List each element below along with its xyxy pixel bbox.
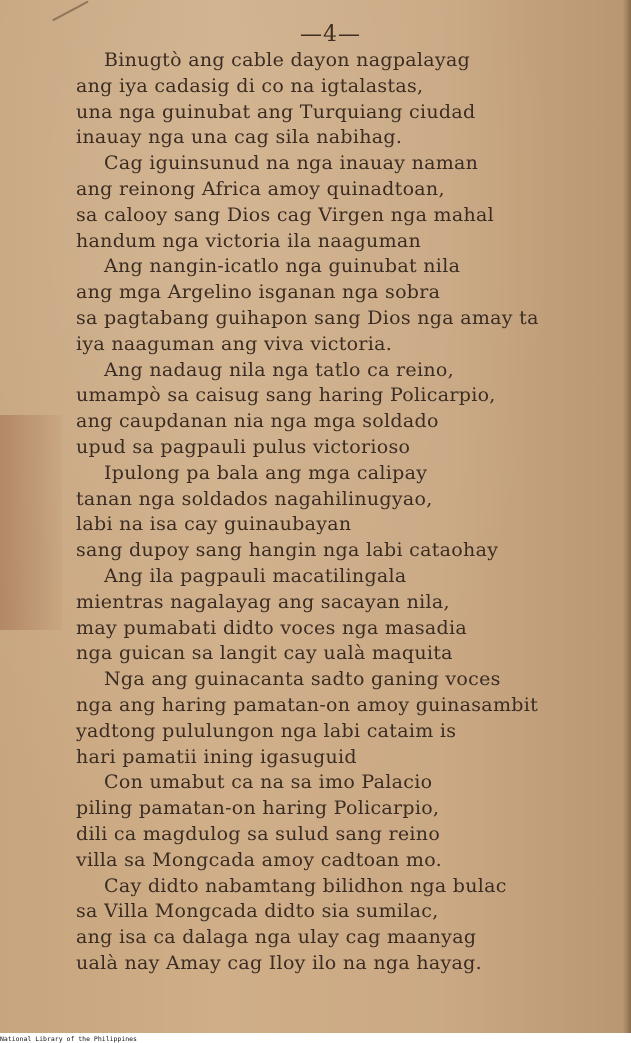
- poem-line: yadtong pululungon nga labi cataim is: [76, 719, 457, 742]
- poem-text: [76, 48, 606, 977]
- poem-line: Ang nangin-icatlo nga guinubat nila: [104, 255, 461, 278]
- poem-line: Ang nadaug nila nga tatlo ca reino,: [104, 358, 454, 381]
- poem-line: Nga ang guinacanta sadto ganing voces: [104, 668, 501, 691]
- poem-line: sa Villa Mongcada didto sia sumilac,: [76, 900, 439, 923]
- poem-line: sa pagtabang guihapon sang Dios nga amay ta: [76, 306, 539, 329]
- poem-line: ang isa ca dalaga nga ulay cag maanyag: [76, 926, 477, 949]
- poem-line: ualà nay Amay cag Iloy ilo na nga hayag.: [76, 951, 482, 974]
- poem-line: piling pamatan-on haring Policarpio,: [76, 797, 440, 820]
- poem-line: Ang ila pagpauli macatilingala: [104, 564, 407, 587]
- poem-line: iya naaguman ang viva victoria.: [76, 332, 393, 355]
- page-number: —4—: [300, 22, 361, 47]
- poem-line: Binugtò ang cable dayon nagpalayag: [104, 49, 471, 71]
- poem-line: tanan nga soldados nagahilinugyao,: [76, 487, 433, 510]
- poem-line: Ipulong pa bala ang mga calipay: [104, 461, 428, 484]
- poem-line: ang mga Argelino isganan nga sobra: [76, 281, 441, 304]
- paper-stain: [0, 415, 62, 630]
- poem-line: labi na isa cay guinaubayan: [76, 513, 352, 536]
- poem-line: nga guican sa langit cay ualà maquita: [76, 642, 453, 665]
- poem-line: Cag iguinsunud na nga inauay naman: [104, 152, 479, 175]
- poem-line: ang caupdanan nia nga mga soldado: [76, 410, 439, 433]
- poem-line: villa sa Mongcada amoy cadtoan mo.: [76, 848, 442, 871]
- library-credit: National Library of the Philippines: [0, 1035, 137, 1043]
- corner-mark: [42, 0, 89, 21]
- poem-line: inauay nga una cag sila nabihag.: [76, 126, 403, 149]
- poem-line: nga ang haring pamatan-on amoy guinasambit: [76, 693, 539, 716]
- poem-line: hari pamatii ining igasuguid: [76, 745, 357, 768]
- poem-line: handum nga victoria ila naaguman: [76, 229, 422, 252]
- poem-line: dili ca magdulog sa sulud sang reino: [76, 822, 441, 845]
- poem-line: sang dupoy sang hangin nga labi cataohay: [76, 539, 499, 562]
- poem-line: sa calooy sang Dios cag Virgen nga mahal: [76, 203, 495, 226]
- poem-line: mientras nagalayag ang sacayan nila,: [76, 590, 450, 613]
- poem-line: ang reinong Africa amoy quinadtoan,: [76, 177, 445, 200]
- poem-line: ang iya cadasig di co na igtalastas,: [76, 74, 424, 97]
- poem-line: upud sa pagpauli pulus victorioso: [76, 435, 411, 458]
- poem-line: Con umabut ca na sa imo Palacio: [104, 771, 433, 794]
- poem-line: may pumabati didto voces nga masadia: [76, 616, 468, 639]
- poem-line: umampò sa caisug sang haring Policarpio,: [76, 384, 496, 407]
- poem-line: una nga guinubat ang Turquiang ciudad: [76, 100, 476, 123]
- poem-line: Cay didto nabamtang bilidhon nga bulac: [104, 874, 507, 897]
- page-edge-shadow: [623, 0, 631, 1033]
